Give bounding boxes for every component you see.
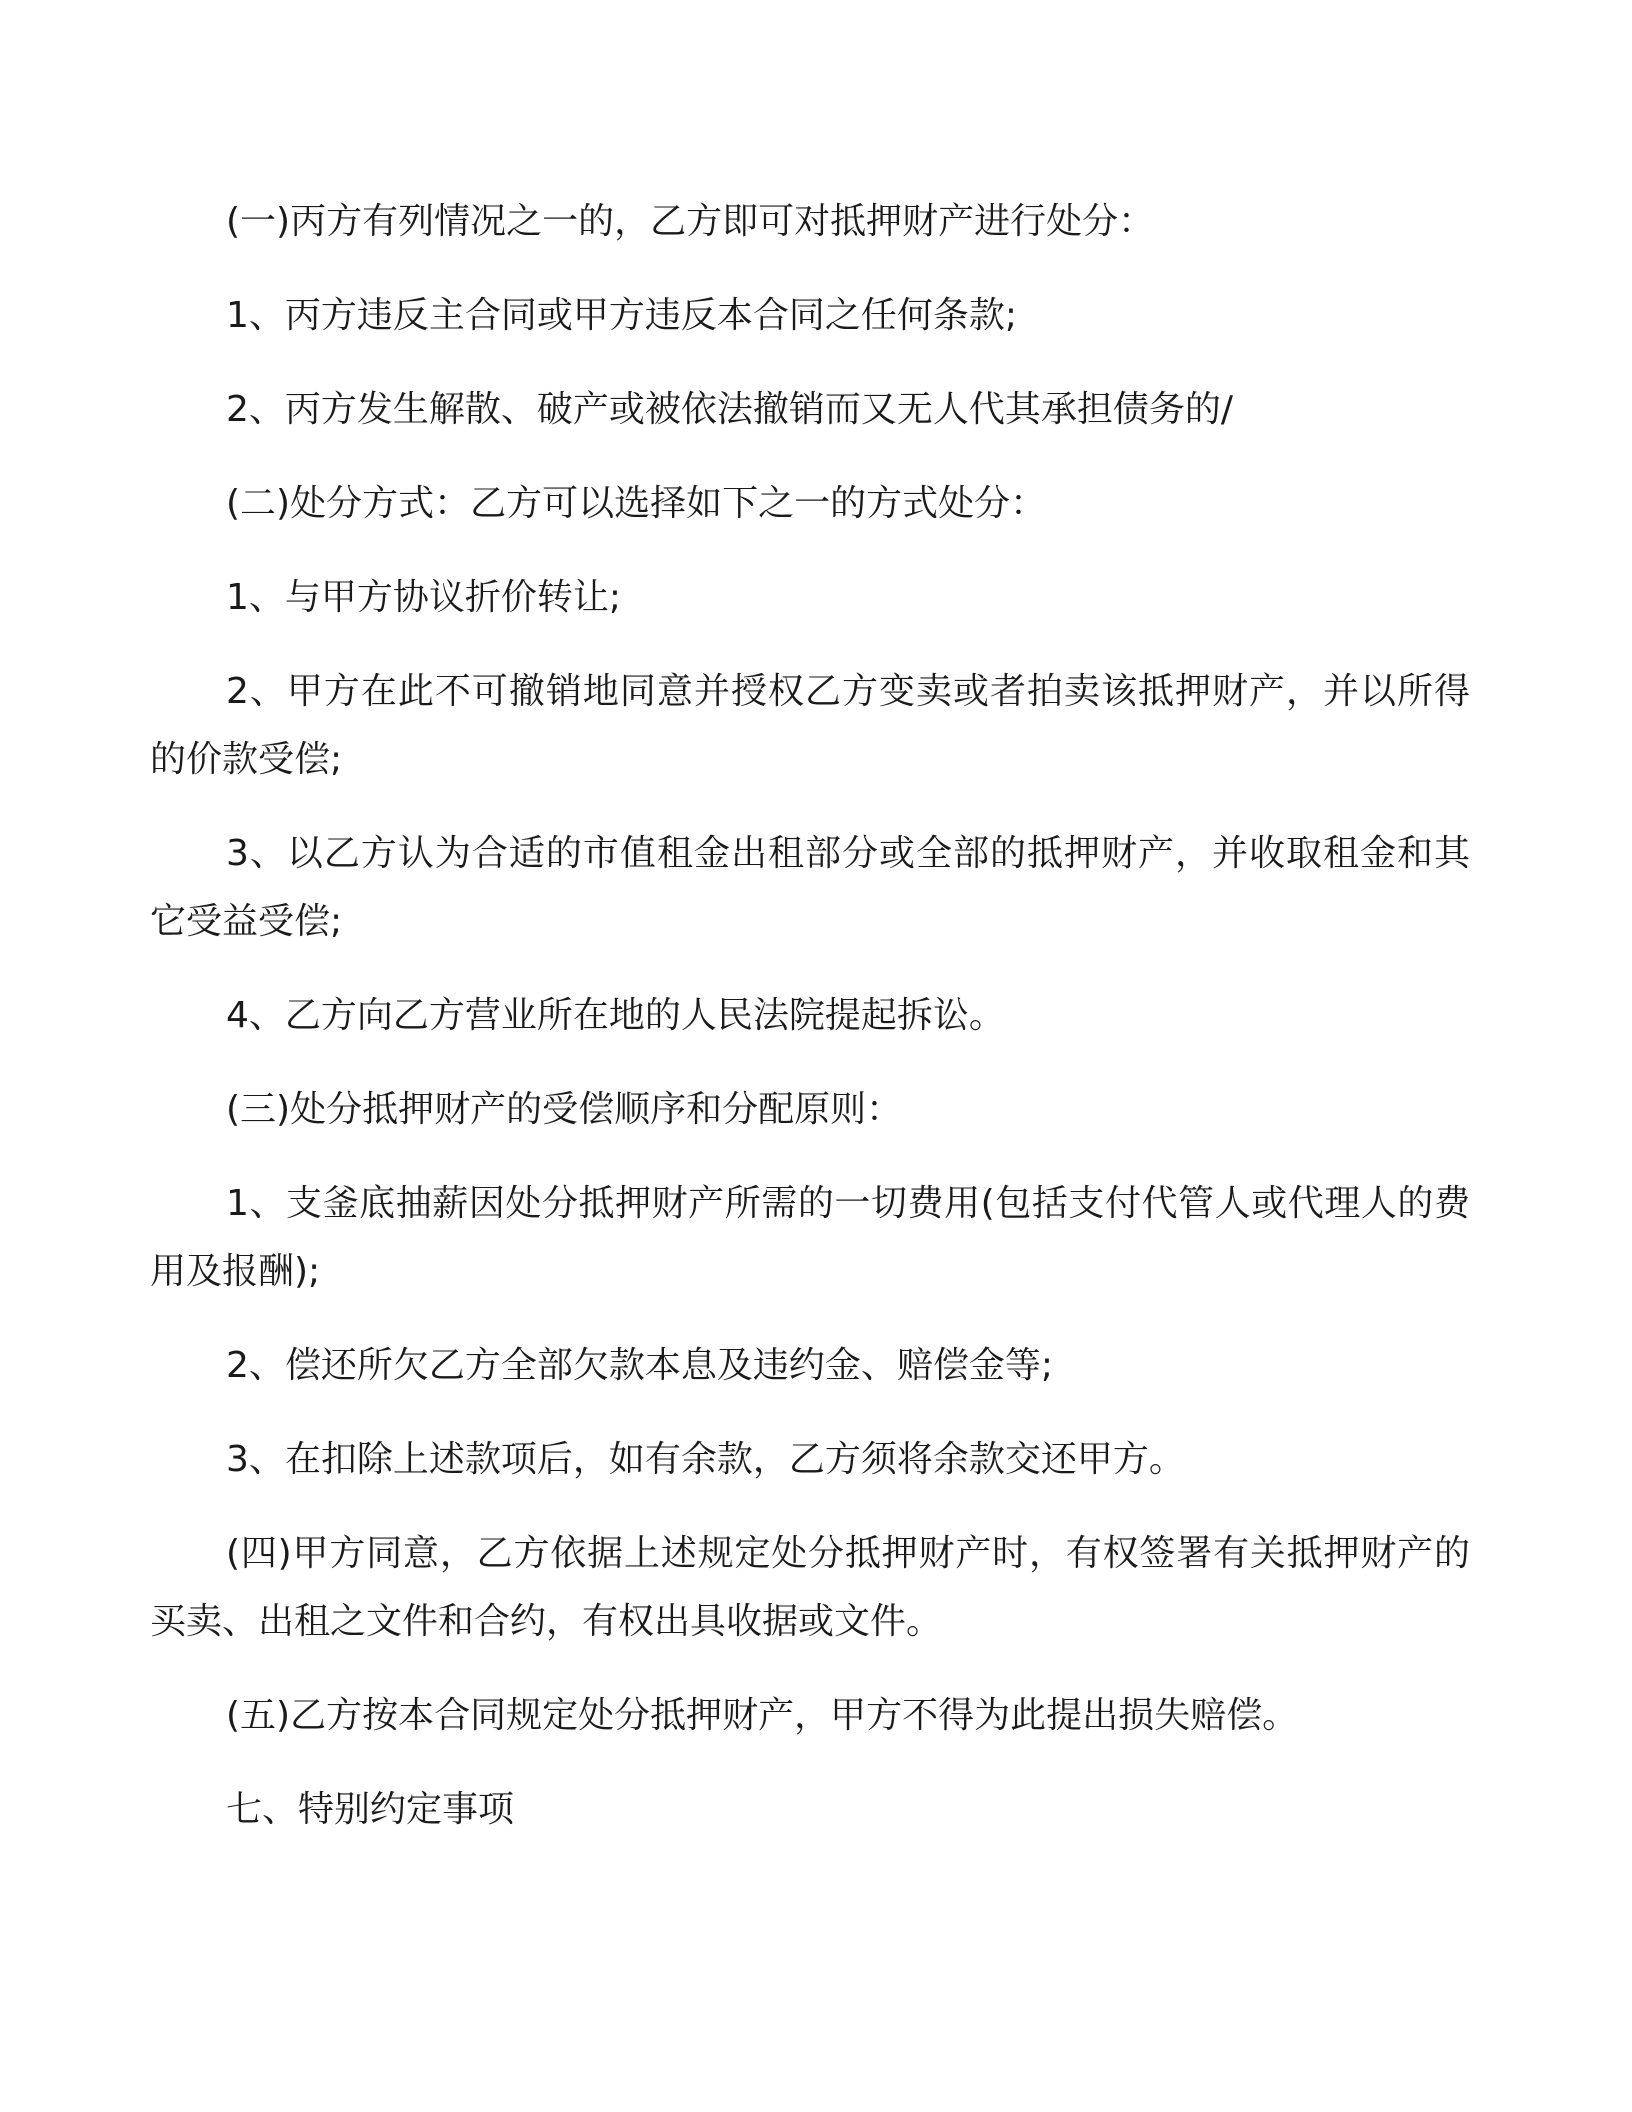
document-body [150, 188, 1470, 1870]
paragraph-order-1: 1、支釜底抽薪因处分抵押财产所需的一切费用(包括支付代管人或代理人的费用及报酬); [150, 1183, 1470, 1292]
paragraph-no-compensation: (五)乙方按本合同规定处分抵押财产，甲方不得为此提出损失赔偿。 [226, 1695, 1299, 1736]
paragraph-method-1: 1、与甲方协议折价转让; [226, 577, 622, 618]
section-heading-special-terms: 七、特别约定事项 [226, 1789, 515, 1830]
paragraph-method-2: 2、甲方在此不可撤销地同意并授权乙方变卖或者拍卖该抵押财产，并以所得的价款受偿; [150, 671, 1470, 780]
paragraph-method-3: 3、以乙方认为合适的市值租金出租部分或全部的抵押财产，并收取租金和其它受益受偿; [150, 833, 1470, 942]
paragraph-disposal-methods: (二)处分方式：乙方可以选择如下之一的方式处分： [226, 483, 1047, 524]
paragraph-condition-2: 2、丙方发生解散、破产或被依法撤销而又无人代其承担债务的/ [226, 389, 1234, 430]
paragraph-repayment-order: (三)处分抵押财产的受偿顺序和分配原则： [226, 1089, 903, 1130]
paragraph-disposal-conditions: (一)丙方有列情况之一的，乙方即可对抵押财产进行处分： [226, 201, 1155, 242]
paragraph-method-4: 4、乙方向乙方营业所在地的人民法院提起拆讼。 [226, 995, 1005, 1036]
paragraph-signing-authority: (四)甲方同意，乙方依据上述规定处分抵押财产时，有权签署有关抵押财产的买卖、出租之文件和合约，有权出具收据或文件。 [150, 1533, 1470, 1642]
paragraph-order-3: 3、在扣除上述款项后，如有余款，乙方须将余款交还甲方。 [226, 1439, 1185, 1480]
paragraph-condition-1: 1、丙方违反主合同或甲方违反本合同之任何条款; [226, 295, 1018, 336]
paragraph-order-2: 2、偿还所欠乙方全部欠款本息及违约金、赔偿金等; [226, 1345, 1054, 1386]
